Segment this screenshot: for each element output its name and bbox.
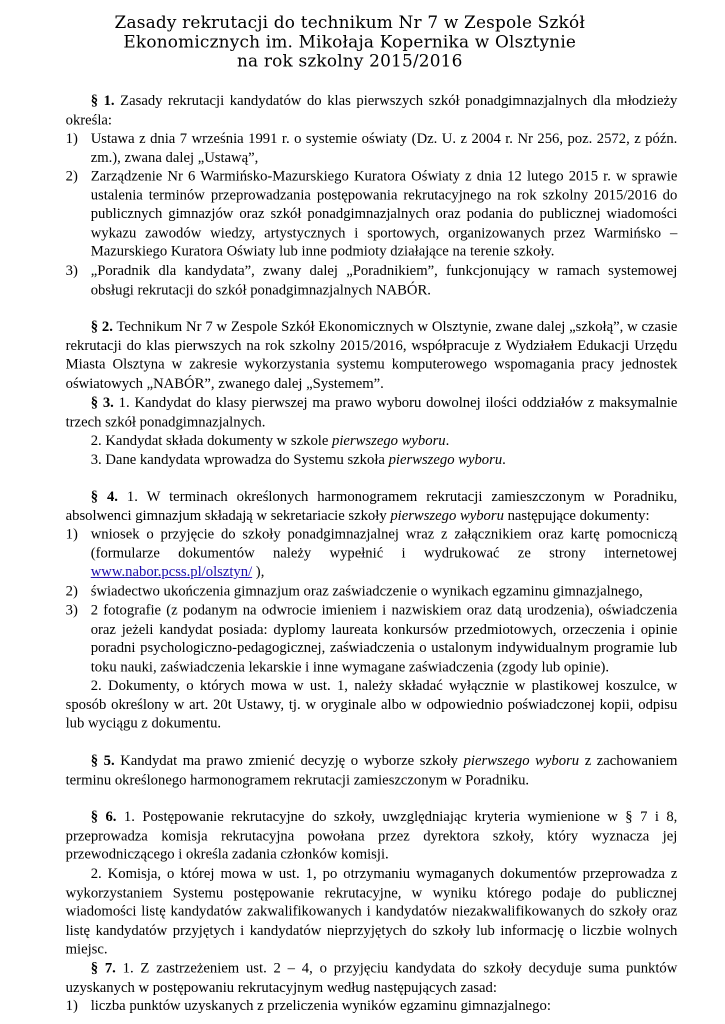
section-3-label: § 3. (90, 394, 114, 412)
section-2-paragraph: § 2. Technikum Nr 7 w Zespole Szkół Ekonomicznych w Olsztynie, zwane dalej „szkołą”, w czasie rekrutacji do klas pierwszych na rok szkolny 2015/2016, współpracuje z Wydziałem Edukacji Urzędu Miasta Olsztyna w zakresie wykorzystania systemu komputerowego wspomagania pracy jednostek oświatowych „NABÓR”, zwanego dalej „Systemem”. (65, 318, 678, 392)
section-4-item-1: wniosek o przyjęcie do szkoły ponadgimnazjalnej wraz z załącznikiem oraz kartę pomocniczą (formularze dokumentów należy wypełnić i wydrukować ze strony internetowej www.nabor.pcss.pl/olsztyn/ ), (90, 525, 678, 581)
section-3-paragraph-2: 2. Kandydat składa dokumenty w szkole pierwszego wyboru. (90, 432, 450, 449)
section-6-label: § 6. (90, 808, 117, 825)
section-3-paragraph-1: § 3. 1. Kandydat do klasy pierwszej ma prawo wyboru dowolnej ilości oddziałów z maksymalnie trzech szkół ponadgimnazjalnych. (65, 394, 678, 430)
section-7-item-1: liczba punktów uzyskanych z przeliczenia wyników egzaminu gimnazjalnego: (90, 997, 551, 1015)
section-4-item-2: świadectwo ukończenia gimnazjum oraz zaświadczenie o wynikach egzaminu gimnazjalnego, (90, 582, 643, 600)
document-title-line-3: na rok szkolny 2015/2016 (236, 52, 463, 72)
section-5-label: § 5. (90, 752, 115, 769)
section-1-item-2-number: 2) (65, 167, 78, 185)
nabor-website-link[interactable]: www.nabor.pcss.pl/olsztyn/ (90, 563, 253, 581)
section-1-item-3: „Poradnik dla kandydata”, zwany dalej „Poradnikiem”, funkcjonujący w ramach systemowej obsługi rekrutacji do szkół ponadgimnazjalnych NABÓR. (90, 262, 678, 298)
section-7-item-1-number: 1) (65, 997, 78, 1015)
section-4-item-2-number: 2) (65, 582, 78, 600)
section-4-paragraph-2: 2. Dokumenty, o których mowa w ust. 1, należy składać wyłącznie w plastikowej koszulce, w sposób określony w art. 20t Ustawy, tj. w oryginale albo w odpowiednio poświadczonej kopii, odpisu lub wyciągu z dokumentu. (65, 677, 678, 732)
section-1-label: § 1. (90, 92, 115, 110)
section-1-item-2: Zarządzenie Nr 6 Warmińsko-Mazurskiego Kuratora Oświaty z dnia 12 lutego 2015 r. w sprawie ustalenia terminów przeprowadzania postępowania rekrutacyjnego na rok szkolny 2015/2016 do publicznych gimnazjów oraz szkół ponadgimnazjalnych oraz podania do publicznej wiadomości wykazu zawodów wiedzy, artystycznych i sportowych, organizowanych przez Warmińsko – Mazurskiego Kuratora Oświaty lub inne podmioty działające na terenie szkoły. (90, 167, 678, 260)
section-3-paragraph-3: 3. Dane kandydata wprowadza do Systemu szkoła pierwszego wyboru. (90, 451, 506, 468)
section-2-label: § 2. (90, 318, 113, 335)
section-6-paragraph-1: § 6. 1. Postępowanie rekrutacyjne do szkoły, uwzględniając kryteria wymienione w § 7 i 8, przeprowadza komisja rekrutacyjna powołana przez dyrektora szkoły, który wyznacza jej przewodniczącego i określa zadania członków komisji. (65, 808, 678, 863)
section-7-label: § 7. (90, 960, 116, 977)
section-4-label: § 4. (90, 488, 118, 505)
section-7-paragraph-1: § 7. 1. Z zastrzeżeniem ust. 2 – 4, o przyjęciu kandydata do szkoły decyduje suma punktów uzyskanych w postępowaniu rekrutacyjnym według następujących zasad: (65, 960, 678, 996)
section-6-paragraph-2: 2. Komisja, o której mowa w ust. 1, po otrzymaniu wymaganych dokumentów przeprowadza z wykorzystaniem Systemu postępowanie rekrutacyjne, w wyniku którego podaje do publicznej wiadomości listę kandydatów zakwalifikowanych i kandydatów niezakwalifikowanych do szkoły oraz listę kandydatów przyjętych i kandydatów nieprzyjętych do szkoły lub informację o liczbie wolnych miejsc. (65, 865, 678, 958)
section-4-intro: § 4. 1. W terminach określonych harmonogramem rekrutacji zamieszczonym w Poradniku, absolwenci gimnazjum składają w sekretariacie szkoły pierwszego wyboru następujące dokumenty: (65, 488, 678, 524)
section-4-item-1-number: 1) (65, 525, 78, 543)
section-1-item-1: Ustawa z dnia 7 września 1991 r. o systemie oświaty (Dz. U. z 2004 r. Nr 256, poz. 2572, z późn. zm.), zwana dalej „Ustawą”, (90, 130, 678, 166)
document-title-line-1: Zasady rekrutacji do technikum Nr 7 w Zespole Szkół (114, 13, 585, 33)
section-1-item-3-number: 3) (65, 262, 78, 279)
section-1-item-1-number: 1) (65, 130, 78, 147)
document-title-line-2: Ekonomicznych im. Mikołaja Kopernika w Olsztynie (123, 32, 577, 53)
section-5-paragraph: § 5. Kandydat ma prawo zmienić decyzję o wyborze szkoły pierwszego wyboru z zachowaniem terminu określonego harmonogramem rekrutacji zamieszczonym w Poradniku. (65, 752, 678, 788)
section-4-item-3: 2 fotografie (z podanym na odwrocie imieniem i nazwiskiem oraz datą urodzenia), oświadczenia oraz jeżeli kandydat posiada: dyplomy laureata konkursów przedmiotowych, orzeczenia i opinie poradni psychologiczno-pedagogicznej, zaświadczenia o ustalonym indywidualnym programie lub toku nauki, zaświadczenia lekarskie i inne wymagane zaświadczenia (zgody lub opinie). (90, 602, 678, 676)
section-1-intro: § 1. Zasady rekrutacji kandydatów do klas pierwszych szkół ponadgimnazjalnych dla młodzieży określa: (65, 92, 678, 128)
section-4-item-3-number: 3) (65, 602, 78, 619)
